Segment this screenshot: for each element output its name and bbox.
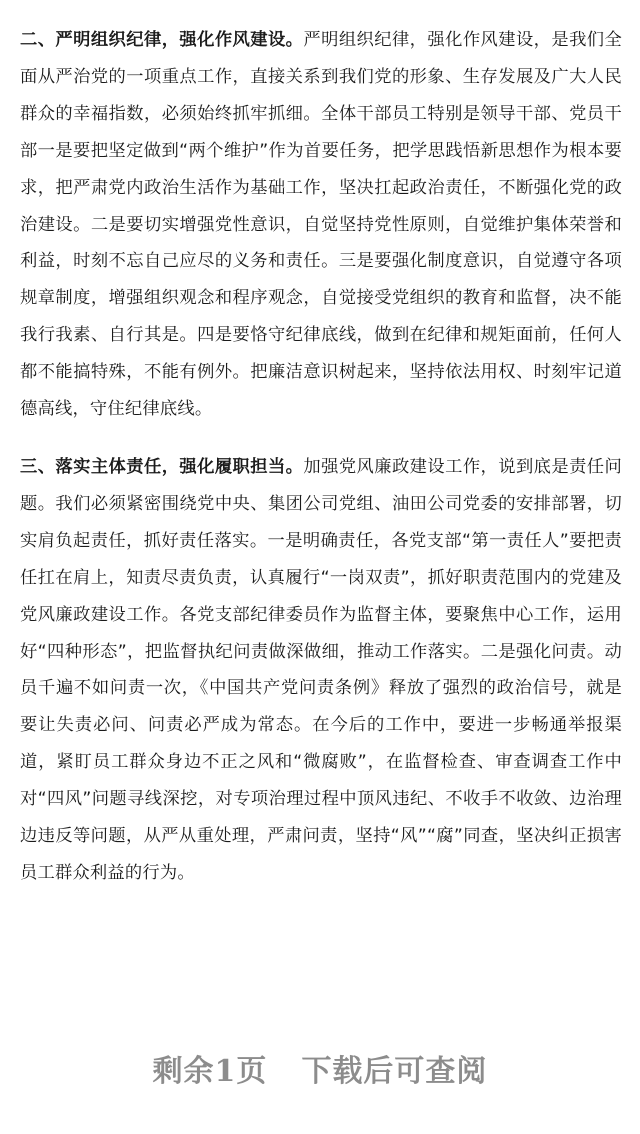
section-heading-2: 二、严明组织纪律，强化作风建设。	[20, 30, 304, 50]
download-prompt-bar[interactable]	[0, 1040, 640, 1104]
section-paragraph-3	[20, 449, 622, 892]
section-paragraph-2	[20, 22, 622, 428]
section-body-2: 严明组织纪律，强化作风建设，是我们全面从严治党的一项重点工作，直接关系到我们党的形象、生存发展及广大人民群众的幸福指数，必须始终抓牢抓细。全体干部员工特别是领导干部、党员干部一是要把坚定做到“两个维护”作为首要任务，把学思践悟新思想作为根本要求，把严肃党内政治生活作为基础工作，坚决扛起政治责任，不断强化党的政治建设。二是要切实增强党性意识，自觉坚持党性原则，自觉维护集体荣誉和利益，时刻不忘自己应尽的义务和责任。三是要强化制度意识，自觉遵守各项规章制度，增强组织观念和程序观念，自觉接受党组织的教育和监督，决不能我行我素、自行其是。四是要恪守纪律底线，做到在纪律和规矩面前，任何人都不能搞特殊，不能有例外。把廉洁意识树起来，坚持依法用权、时刻牢记道德高线，守住纪律底线。	[20, 30, 622, 420]
remaining-pages-label: 剩余1页	[152, 1054, 268, 1089]
download-prompt-button[interactable]	[153, 1040, 488, 1104]
section-heading-3: 三、落实主体责任，强化履职担当。	[20, 456, 304, 477]
document-body	[20, 22, 622, 892]
download-hint-label: 下载后可查阅	[301, 1054, 488, 1089]
section-body-3: 加强党风廉政建设工作，说到底是责任问题。我们必须紧密围绕党中央、集团公司党组、油田公司党委的安排部署，切实肩负起责任，抓好责任落实。一是明确责任，各党支部“第一责任人”要把责任扛在肩上，知责尽责负责，认真履行“一岗双责”，抓好职责范围内的党建及党风廉政建设工作。各党支部纪律委员作为监督主体，要聚焦中心工作，运用好“四种形态”，把监督执纪问责做深做细，推动工作落实。二是强化问责。动员千遍不如问责一次，《中国共产党问责条例》释放了强烈的政治信号，就是要让失责必问、问责必严成为常态。在今后的工作中，要进一步畅通举报渠道，紧盯员工群众身边不正之风和“微腐败”，在监督检查、审查调查工作中对“四风”问题寻线深挖，对专项治理过程中顶风违纪、不收手不收敛、边治理边违反等问题，从严从重处理，严肃问责，坚持“风”“腐”同查，坚决纠正损害员工群众利益的行为。	[20, 456, 622, 883]
